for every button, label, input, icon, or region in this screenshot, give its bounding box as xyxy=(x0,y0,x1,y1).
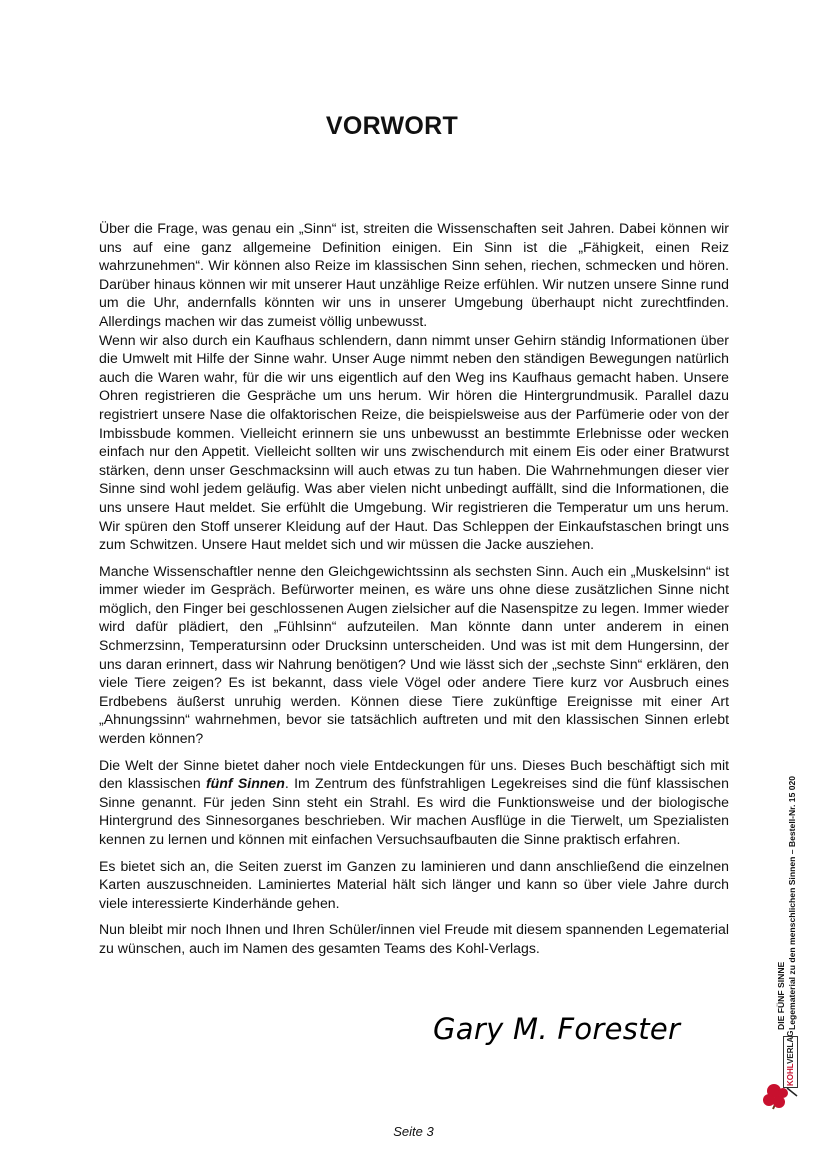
publisher-logo-bar xyxy=(783,1030,798,1088)
paragraph: Es bietet sich an, die Seiten zuerst im Ganzen zu laminieren und dann anschließend die einzelnen Karten auszuschneiden. Laminiertes Material hält sich länger und kann so über viele Jahre durch viele interessierte Kinderhände gehen. xyxy=(99,857,729,911)
foreword-text xyxy=(99,219,729,966)
page-number: Seite 3 xyxy=(393,1124,434,1139)
paragraph-text: . Im Zentrum des fünfstrahligen Legekreises sind die fünf klassischen Sinne genannt. Für jeden Sinn steht ein Strahl. Es wird die Funktionsweise und der biologische Hintergrund des Sinnesorganes beschrieben. Wir machen Ausflüge in die Tierwelt, um Spezialisten kennen zu lernen und können mit einfachen Versuchsaufbauten die Sinne praktisch erfahren. xyxy=(99,775,729,847)
tree-icon xyxy=(763,1082,799,1112)
paragraph: Nun bleibt mir noch Ihnen und Ihren Schüler/innen viel Freude mit diesem spannenden Legematerial zu wünschen, auch im Namen des gesamten Teams des Kohl-Verlags. xyxy=(99,921,729,956)
side-book-info-text xyxy=(776,776,798,1030)
logo-kohl: KOHL xyxy=(786,1063,795,1086)
paragraph: Manche Wissenschaftler nenne den Gleichgewichtssinn als sechsten Sinn. Auch ein „Muskelsinn“ ist immer wieder im Gespräch. Befürworter meinen, es wäre uns ohne diese zusätzlichen Sinne nicht möglich, den Finger bei geschlossenen Augen zielsicher auf die Nasenspitze zu legen. Immer wieder wird dafür plädiert, den „Fühlsinn“ aufzuteilen. Man könnte dann unter anderem in einen Schmerzsinn, Temperatursinn oder Drucksinn unterscheiden. Und was ist mit dem Hungersinn, der uns daran erinnert, dass wir Nahrung benötigen? Und wie lässt sich der „sechste Sinn“ erklären, den viele Tiere zeigen? Es ist bekannt, dass viele Vögel oder andere Tiere kurz vor Ausbruch eines Erdbebens äußerst unruhig werden. Können diese Tiere zukünftige Ereignisse mit einer Art „Ahnungssinn“ wahrnehmen, bevor sie tatsächlich auftreten und mit den klassischen Sinnen erlebt werden können? xyxy=(99,562,729,747)
publisher-logo-text xyxy=(785,1031,796,1086)
page-title: VORWORT xyxy=(325,112,459,140)
paragraph: Über die Frage, was genau ein „Sinn“ ist, streiten die Wissenschaften seit Jahren. Dabei können wir uns auf eine ganz allgemeine Definition einigen. Ein Sinn ist die „Fähigkeit, einen Reiz wahrzunehmen“. Wir können also Reize im klassischen Sinn sehen, riechen, schmecken und hören. Darüber hinaus können wir mit unserer Haut unzählige Reize erfühlen. Wir nutzen unsere Sinne rund um die Uhr, andernfalls könnten wir uns in unserer Umgebung überhaupt nicht zurechtfinden. Allerdings machen wir das zumeist völlig unbewusst. xyxy=(99,220,729,329)
paragraph: Wenn wir also durch ein Kaufhaus schlendern, dann nimmt unser Gehirn ständig Informationen über die Umwelt mit Hilfe der Sinne wahr. Unser Auge nimmt neben den ständigen Bewegungen natürlich auch die Waren wahr, für die wir uns eigentlich auf den Weg ins Kaufhaus gemacht haben. Unsere Ohren registrieren die Gespräche um uns herum. Wir hören die Hintergrundmusik. Parallel dazu registriert unsere Nase die olfaktorischen Reize, die beispielsweise aus der Parfümerie oder von der Imbissbude kommen. Vielleicht erinnern sie uns unbewusst an bestimmte Erlebnisse oder wecken einfach nur den Appetit. Vielleicht sollten wir uns zwischendurch mit einem Eis oder einer Bratwurst stärken, denn unser Geschmacksinn will auch etwas zu tun haben. Die Wahrnehmungen dieser vier Sinne sind wohl jedem geläufig. Was aber vielen nicht unbedingt auffällt, sind die Informationen, die uns unsere Haut meldet. Sie erfühlt die Umgebung. Wir registrieren die Temperatur um uns herum. Wir spüren den Stoff unserer Kleidung auf der Haut. Das Schleppen der Einkaufstaschen bringt uns zum Schwitzen. Unsere Haut meldet sich und wir müssen die Jacke ausziehen. xyxy=(99,331,729,553)
paragraph-text: Die Welt der Sinne bietet daher noch viele Entdeckungen für uns. Dieses Buch beschäftigt sich mit den klassischen xyxy=(99,756,729,792)
paragraph xyxy=(99,756,729,849)
author-signature: Gary M. Forester xyxy=(433,1012,681,1046)
publisher-logo xyxy=(763,1030,799,1112)
book-subtitle-order-number: Legematerial zu den menschlichen Sinnen – Bestell-Nr. 15 020 xyxy=(787,775,797,1030)
book-title: DIE FÜNF SINNE xyxy=(776,961,786,1030)
logo-verlag: VERLAG xyxy=(786,1030,795,1064)
emphasis-text: fünf Sinnen xyxy=(205,775,285,792)
